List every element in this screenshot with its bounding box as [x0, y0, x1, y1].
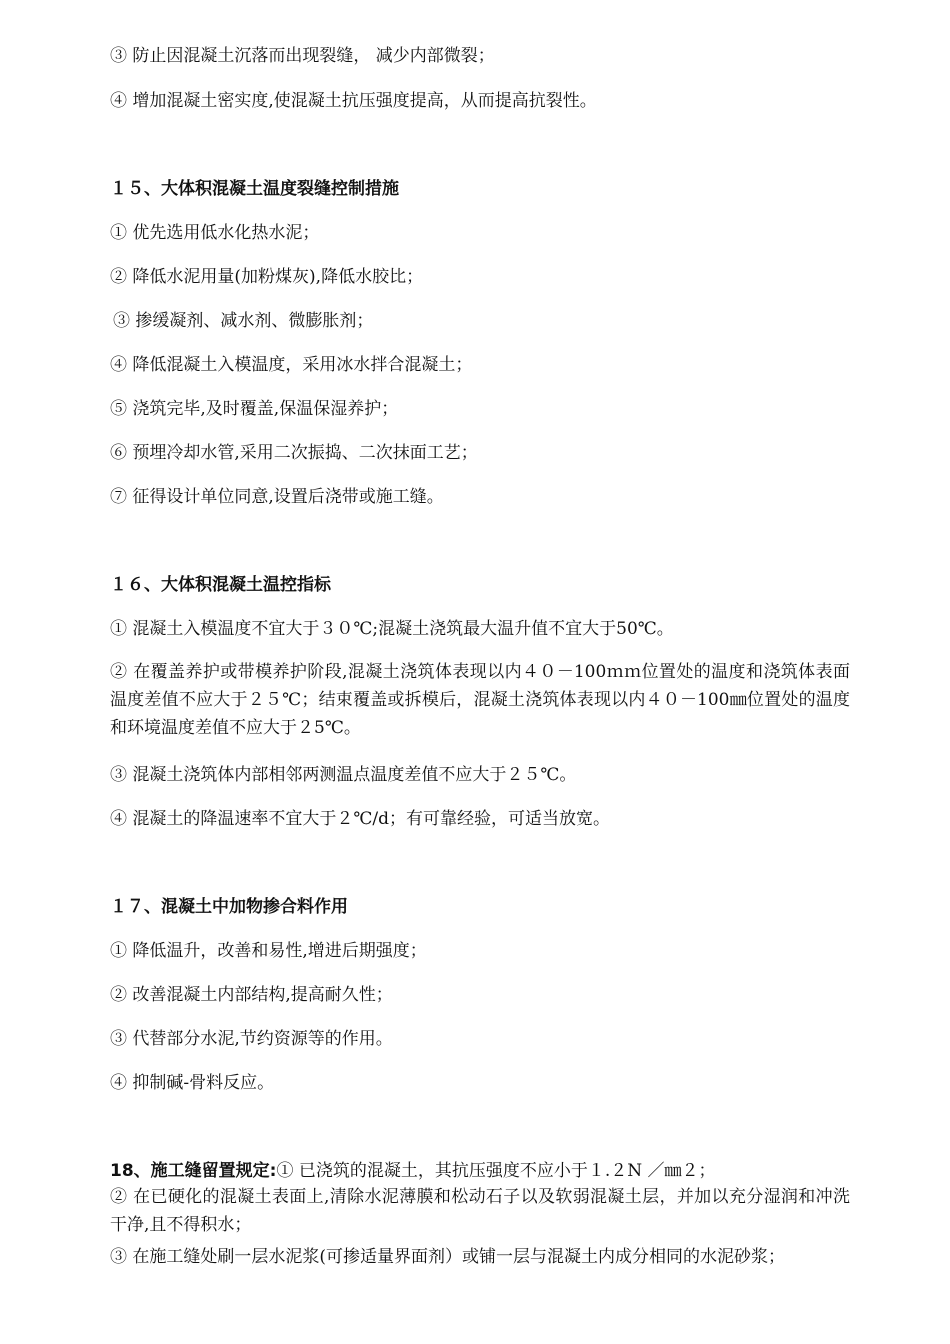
- section-heading-16: １６、大体积混凝土温控指标: [110, 575, 331, 595]
- list-item: ④ 抑制碱-骨料反应。: [110, 1073, 275, 1093]
- list-item: ④ 降低混凝土入模温度，采用冰水拌合混凝土；: [110, 355, 473, 375]
- list-item: ② 降低水泥用量(加粉煤灰),降低水胶比；: [110, 267, 424, 287]
- list-item: ③ 代替部分水泥,节约资源等的作用。: [110, 1029, 393, 1049]
- list-item: ⑤ 浇筑完毕,及时覆盖,保温保湿养护；: [110, 399, 399, 419]
- list-item: ① 优先选用低水化热水泥；: [110, 223, 320, 243]
- list-item: ② 在覆盖养护或带模养护阶段,混凝土浇筑体表现以内４０－100ｍｍ位置处的温度和浇筑体表面温度差值不应大于２５℃；结束覆盖或拆模后，混凝土浇筑体表现以内４０－100㎜位置处的温度和环境温度差值不应大于２5℃。: [110, 662, 850, 738]
- list-item: ① 降低温升，改善和易性,增进后期强度；: [110, 941, 427, 961]
- list-item: ③ 在施工缝处刷一层水泥浆(可掺适量界面剂）或铺一层与混凝土内成分相同的水泥砂浆；: [110, 1247, 786, 1267]
- list-item: ② 在已硬化的混凝土表面上,清除水泥薄膜和松动石子以及软弱混凝土层，并加以充分湿润和冲洗干净,且不得积水；: [110, 1187, 850, 1235]
- list-item: ① 已浇筑的混凝土，其抗压强度不应小于１.２N ／㎜２；: [276, 1161, 716, 1181]
- section-heading-17: １７、混凝土中加物掺合料作用: [110, 897, 348, 917]
- list-item: ⑥ 预埋冷却水管,采用二次振捣、二次抹面工艺；: [110, 443, 478, 463]
- list-item: ③ 混凝土浇筑体内部相邻两测温点温度差值不应大于２５℃。: [110, 765, 577, 785]
- section-18-first-line: [110, 1160, 850, 1182]
- list-item: ② 改善混凝土内部结构,提高耐久性；: [110, 985, 393, 1005]
- list-item: ④ 混凝土的降温速率不宜大于２℃/d；有可靠经验，可适当放宽。: [110, 809, 611, 829]
- list-item: ① 混凝土入模温度不宜大于３０℃;混凝土浇筑最大温升值不宜大于50℃。: [110, 619, 674, 639]
- list-item: ③ 防止因混凝土沉落而出现裂缝， 减少内部微裂；: [110, 46, 495, 66]
- list-item: ④ 增加混凝土密实度,使混凝土抗压强度提高，从而提高抗裂性。: [110, 91, 597, 111]
- section-heading-18: 18、施工缝留置规定:: [110, 1161, 277, 1181]
- list-item: ⑦ 征得设计单位同意,设置后浇带或施工缝。: [110, 487, 444, 507]
- list-item: ③ 掺缓凝剂、减水剂、微膨胀剂；: [113, 311, 374, 331]
- section-heading-15: １５、大体积混凝土温度裂缝控制措施: [110, 179, 399, 199]
